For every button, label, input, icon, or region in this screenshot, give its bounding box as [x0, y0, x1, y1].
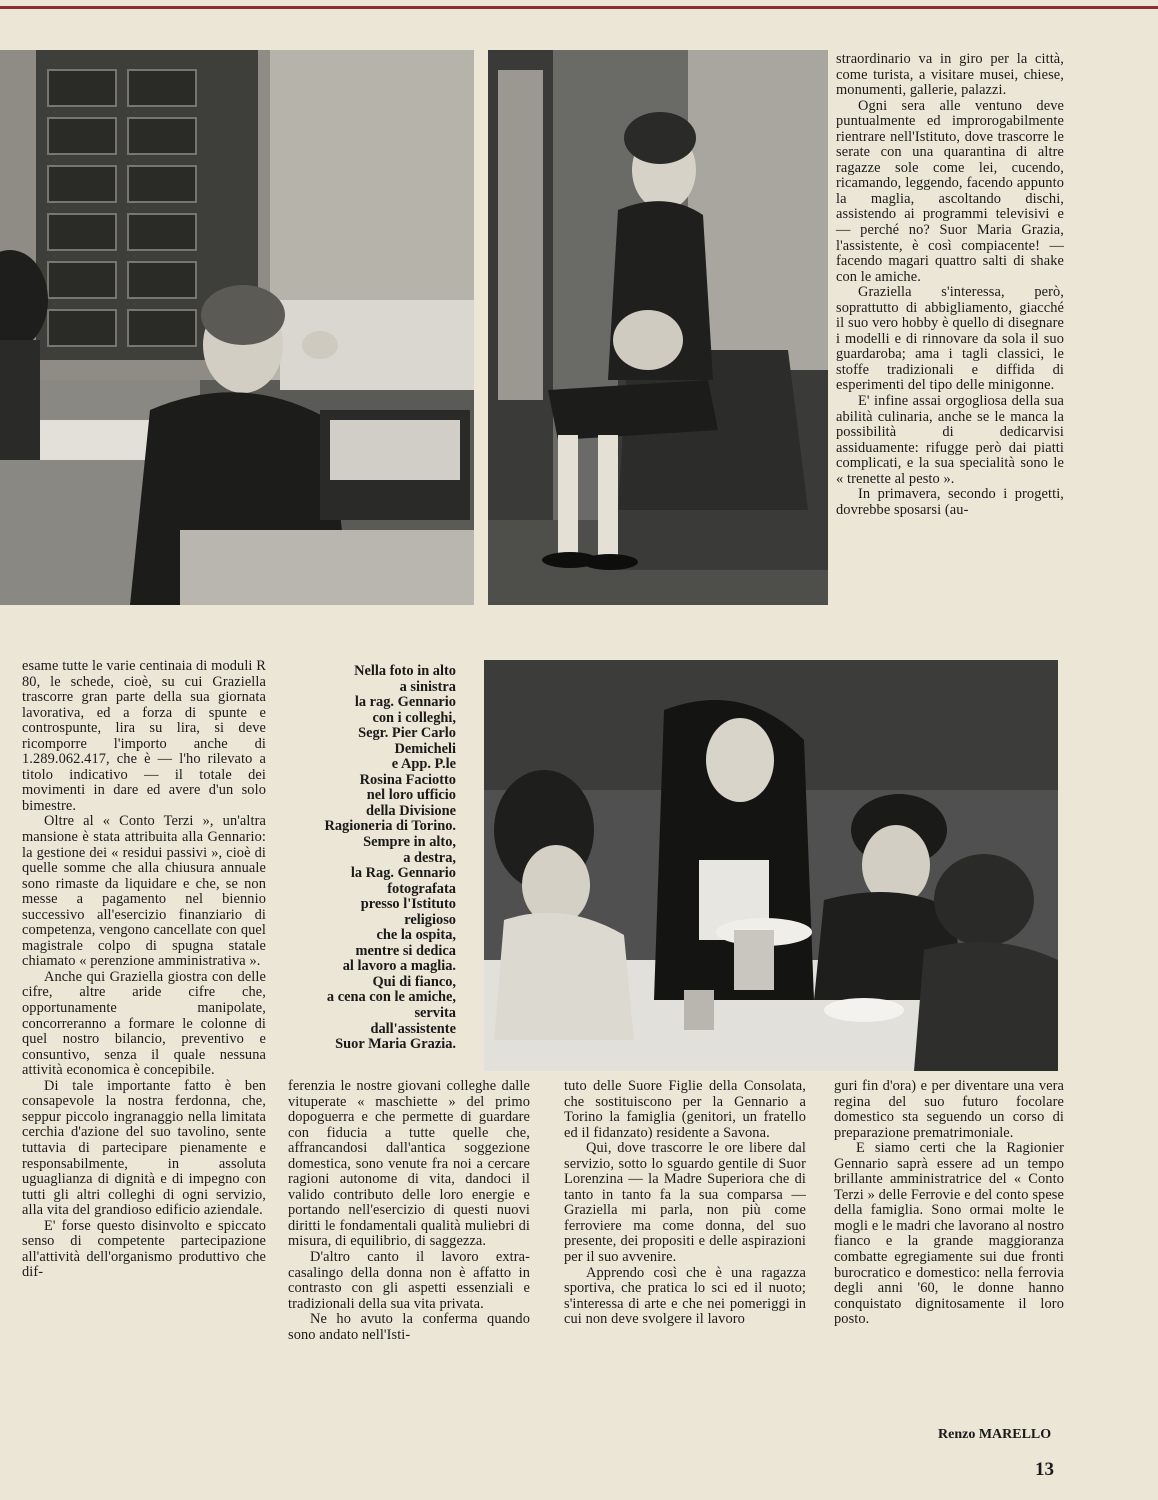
caption-line: che la ospita, [376, 927, 456, 944]
paragraph: E siamo certi che la Ragionier Gennario saprà essere ad un tempo brillante amministratrice del « Conto Terzi » delle Ferrovie e del conto spese della famiglia. Sono ormai molte le mogli e le madri che lavorano al nostro fianco e la grande maggioranza combatte egregiamente sui due fronti burocratico e domestico: nella ferrovia degli anni '60, le donne hanno conquistato dignitosamente il loro posto. [834, 1140, 1064, 1328]
paragraph: straordinario va in giro per la città, come turista, a visitare musei, chiese, monumenti, gallerie, palazzi. [836, 51, 1064, 99]
caption-line: la rag. Gennario [354, 694, 456, 711]
paragraph: Anche qui Graziella giostra con delle cifre, altre aride cifre che, opportunamente manipolate, concorreranno a formare le colonne di quel nostro bilancio, preventivo e consuntivo, senza il quale nessuna attività economica è concepibile. [22, 968, 266, 1079]
knitting-photo [488, 50, 828, 605]
caption-line: nel loro ufficio [366, 787, 456, 804]
caption-line: mentre si dedica [355, 942, 456, 959]
paragraph: Graziella s'interessa, però, soprattutto di abbigliamento, giacché il suo vero hobby è quello di disegnare i modelli e di rinnovare da sola il suo guardaroba; ama i tagli classici, le stoffe tradizionali e diffida di esperimenti del tipo delle minigonne. [836, 284, 1064, 394]
caption-line: Ragioneria di Torino. [324, 818, 456, 835]
caption-line: servita [414, 1005, 456, 1022]
caption-line: presso l'Istituto [360, 896, 456, 913]
caption-line: Segr. Pier Carlo [358, 725, 456, 742]
caption-line: con i colleghi, [372, 709, 456, 726]
text-column-bottom-3 [564, 1079, 806, 1328]
text-column-bottom-4 [834, 1079, 1064, 1328]
paragraph: Oltre al « Conto Terzi », un'altra mansione è stata attribuita alla Gennario: la gestione dei « residui passivi », cioè di quelle somme che alla chiusura annuale sono rimaste da liquidare e che, se non messe a pagamento nel biennio successivo all'esercizio finanziario di competenza, vengono cancellate con quel magistrale colpo di spugna statale chiamato « perenzione amministrativa ». [22, 813, 266, 970]
top-rule [0, 6, 1158, 9]
paragraph: Qui, dove trascorre le ore libere dal servizio, sotto lo sguardo gentile di Suor Lorenzina — la Madre Superiora che di tanto in tanto fa la sua comparsa — Graziella mi parla, non più come ferroviere ma come donna, del suo presente, dei propositi e delle aspirazioni per il suo avvenire. [564, 1140, 806, 1266]
caption-line: Qui di fianco, [372, 973, 456, 990]
caption-line: Sempre in alto, [363, 834, 456, 851]
dinner-photo [484, 660, 1058, 1071]
caption-line: Suor Maria Grazia. [335, 1036, 456, 1053]
caption-line: a destra, [403, 849, 456, 866]
caption-line: religioso [404, 911, 456, 928]
caption-line: la Rag. Gennario [350, 865, 456, 882]
caption-line: dall'assistente [370, 1020, 456, 1037]
caption-line: e App. P.le [391, 756, 456, 773]
office-photo [0, 50, 474, 605]
paragraph: E' infine assai orgogliosa della sua abilità culinaria, anche se le manca la possibilità di dedicarvisi assiduamente: rifugge però dai piatti complicati, e la sua specialità sono le « trenette al pesto ». [836, 393, 1064, 487]
page-number: 13 [1035, 1459, 1054, 1480]
paragraph: Di tale importante fatto è ben consapevole la nostra ferdonna, che, seppur piccolo ingranaggio nella limitata cerchia d'azione del suo tavolino, sente tuttavia di partecipare pienamente e responsabilmente, in assoluta uguaglianza di dignità e di impegno con tutti gli altri colleghi di ogni servizio, alla vita del grandioso edificio aziendale. [22, 1077, 266, 1219]
photo-caption [300, 664, 456, 1053]
caption-line: Nella foto in alto [354, 663, 456, 679]
caption-line: fotografata [387, 880, 456, 897]
caption-line: Demicheli [394, 740, 456, 757]
text-column-top-right [836, 52, 1064, 518]
caption-line: Rosina Faciotto [359, 771, 456, 788]
text-column-left [22, 659, 266, 1281]
caption-line: a sinistra [399, 678, 456, 695]
paragraph: E' forse questo disinvolto e spiccato senso di competente partecipazione all'attività dell'organismo produttivo che dif- [22, 1217, 266, 1281]
paragraph: D'altro canto il lavoro extra-casalingo della donna non è affatto in contrasto con gli aspetti essenziali e tradizionali della sua vita privata. [288, 1249, 530, 1312]
caption-line: a cena con le amiche, [326, 989, 456, 1006]
paragraph: ferenzia le nostre giovani colleghe dalle vituperate « maschiette » del primo dopoguerra e che permette di guardare con fiducia a tutte quelle che, affrancandosi dall'antica soggezione domestica, sono venute fra noi a cercare ragioni autonome di vita, dandoci il valido contributo delle loro energie e portando nell'esercizio di questi nuovi diritti le fondamentali qualità muliebri di misura, di equilibrio, di saggezza. [288, 1078, 530, 1250]
caption-line: al lavoro a maglia. [342, 958, 456, 975]
paragraph: In primavera, secondo i progetti, dovrebbe sposarsi (au- [836, 486, 1064, 518]
paragraph: tuto delle Suore Figlie della Consolata, che sostituiscono per la Gennario a Torino la famiglia (genitori, un fratello ed il fidanzato) residente a Savona. [564, 1078, 806, 1141]
text-column-bottom-2 [288, 1079, 530, 1343]
paragraph: esame tutte le varie centinaia di moduli R 80, le schede, cioè, su cui Graziella trascorre gran parte della sua giornata lavorativa, ed a forza di spunte e controspunte, lira su lira, si deve ricomporre l'importo anche di 1.289.062.417, che è — l'ho rilevato a titolo indicativo — il totale dei movimenti in dare ed avere d'un solo bimestre. [22, 658, 266, 814]
caption-line: della Divisione [366, 802, 456, 819]
paragraph: guri fin d'ora) e per diventare una vera regina del suo futuro focolare domestico sta seguendo un corso di preparazione prematrimoniale. [834, 1078, 1064, 1141]
author-byline: Renzo MARELLO [938, 1427, 1052, 1442]
paragraph: Ogni sera alle ventuno deve puntualmente ed improrogabilmente rientrare nell'Istituto, dove trascorre le serate con una quarantina di altre ragazze sole come lei, cucendo, ricamando, leggendo, facendo appunto la maglia, ascoltando dischi, assistendo ai programmi televisivi e — perché no? Suor Maria Grazia, l'assistente, è così compiacente! — facendo magari quattro salti di shake con le amiche. [836, 97, 1064, 285]
paragraph: Apprendo così che è una ragazza sportiva, che pratica lo sci ed il nuoto; s'interessa di arte e che nei pomeriggi in cui non deve svolgere il lavoro [564, 1264, 806, 1328]
paragraph: Ne ho avuto la conferma quando sono andato nell'Isti- [288, 1311, 530, 1343]
